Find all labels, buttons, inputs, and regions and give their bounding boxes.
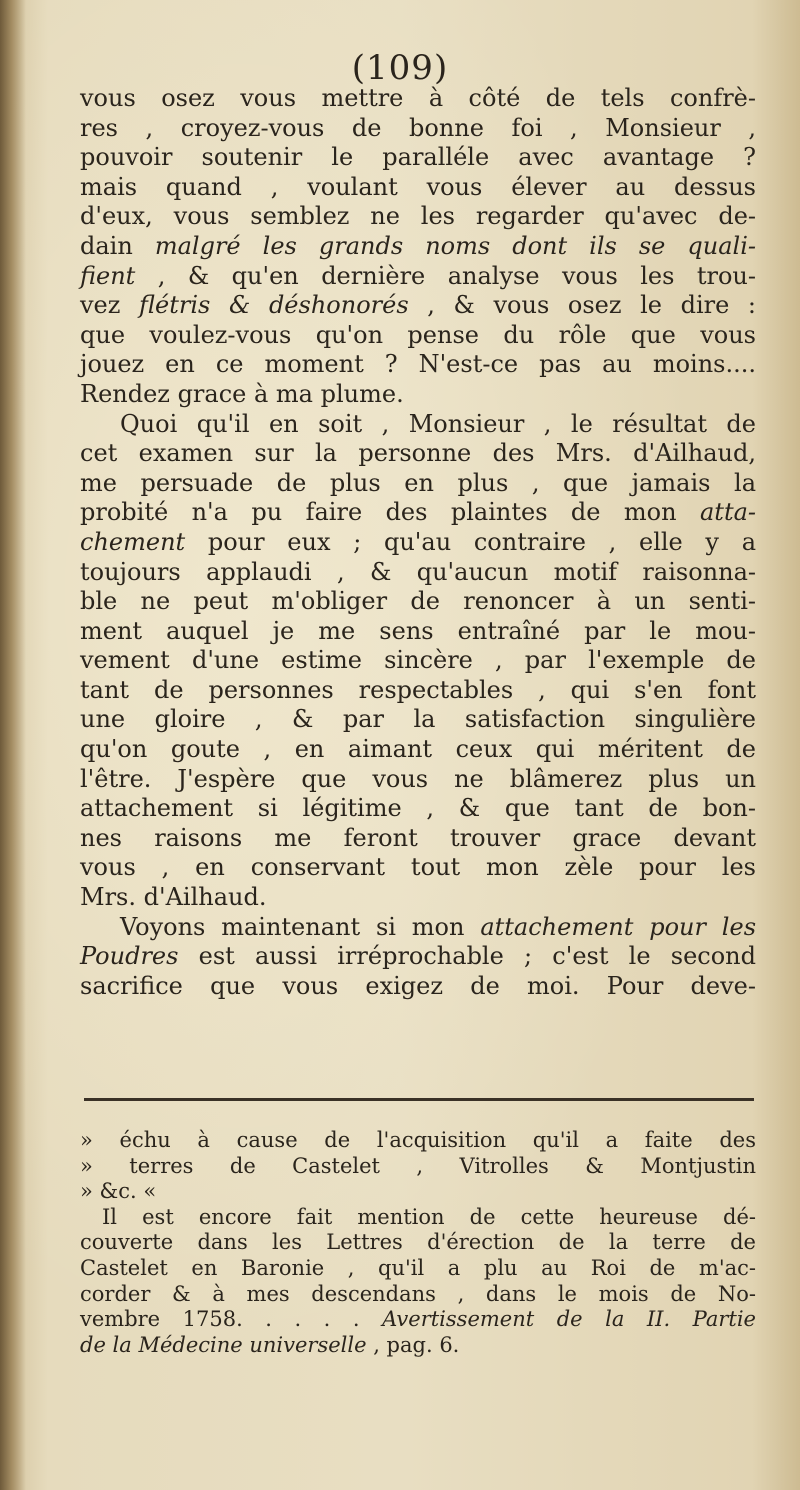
text-line [80, 262, 756, 292]
text-run: ble ne peut m'obliger de renoncer à un senti- [80, 587, 756, 616]
text-line [80, 469, 756, 499]
footnote-separator [84, 1098, 754, 1101]
text-run: couverte dans les Lettres d'érection de la terre de [80, 1230, 756, 1255]
italic-text: Avertissement de la II. Partie [382, 1307, 756, 1332]
text-line [80, 84, 756, 114]
text-run: ment auquel je me sens entraîné par le mou- [80, 616, 756, 645]
text-line [80, 173, 756, 203]
text-line [80, 705, 756, 735]
body-text [80, 84, 756, 1001]
text-line [80, 380, 756, 410]
text-run: » &c. « [80, 1179, 157, 1204]
text-run: corder & à mes descendans , dans le mois de No- [80, 1281, 756, 1306]
italic-text: flétris & déshonorés [139, 291, 409, 320]
text-line [80, 646, 756, 676]
text-line [80, 558, 756, 588]
italic-text: atta- [699, 498, 756, 527]
text-run: l'être. J'espère que vous ne blâmerez plus un [80, 764, 756, 793]
text-run: Mrs. d'Ailhaud. [80, 883, 267, 912]
text-run: vement d'une estime sincère , par l'exemple de [80, 646, 756, 675]
footnote-line [80, 1282, 756, 1308]
text-line [80, 735, 756, 765]
text-run: , & vous osez le dire : [408, 291, 756, 320]
italic-text: Poudres [80, 942, 179, 971]
text-run: pour eux ; qu'au contraire , elle y a [185, 527, 756, 556]
text-line [80, 350, 756, 380]
text-run: attachement si légitime , & que tant de bon- [80, 794, 756, 823]
text-run: res , croyez-vous de bonne foi , Monsieur , [80, 113, 756, 142]
text-line [80, 942, 756, 972]
text-run: vembre 1758. . . . . [80, 1307, 383, 1332]
italic-text: fient [80, 261, 136, 290]
text-run: dain [80, 231, 155, 260]
text-run: vous , en conservant tout mon zèle pour les [80, 853, 756, 882]
text-run: toujours applaudi , & qu'aucun motif raisonna- [80, 557, 756, 586]
page-number: (109) [351, 48, 449, 88]
text-run: Castelet en Baronie , qu'il a plu au Roi de m'ac- [80, 1255, 756, 1280]
footnote-line [80, 1179, 756, 1205]
italic-text: malgré les grands noms dont ils se quali- [154, 231, 756, 260]
text-line [80, 824, 756, 854]
text-run: tant de personnes respectables , qui s'en font [80, 675, 756, 704]
text-run: probité n'a pu faire des plaintes de mon [80, 498, 700, 527]
text-run: cet examen sur la personne des Mrs. d'Ailhaud, [80, 439, 756, 468]
text-run: nes raisons me feront trouver grace devant [80, 823, 756, 852]
footnote-line [80, 1256, 756, 1282]
footnote-line [80, 1307, 756, 1333]
footnote-line [80, 1128, 756, 1154]
text-run: vez [80, 291, 140, 320]
text-run: » échu à cause de l'acquisition qu'il a faite des [80, 1128, 756, 1152]
text-line [80, 410, 756, 440]
text-run: est aussi irréprochable ; c'est le second [178, 942, 756, 971]
book-gutter [0, 0, 26, 1490]
footnote-line [80, 1230, 756, 1256]
text-run: » terres de Castelet , Vitrolles & Montjustin [80, 1153, 756, 1178]
text-run: qu'on goute , en aimant ceux qui méritent de [80, 735, 756, 764]
text-line [80, 143, 756, 173]
text-line [80, 972, 756, 1002]
text-line [80, 913, 756, 943]
text-run: vous osez vous mettre à côté de tels confrè- [80, 84, 756, 112]
italic-text: attachement pour les [480, 912, 757, 941]
text-line [80, 202, 756, 232]
text-run: pouvoir soutenir le paralléle avec avantage ? [80, 143, 756, 172]
text-line [80, 883, 756, 913]
text-run: une gloire , & par la satisfaction singulière [80, 705, 756, 734]
text-run: jouez en ce moment ? N'est-ce pas au moins.... [80, 350, 756, 379]
text-line [80, 321, 756, 351]
text-run: que voulez-vous qu'on pense du rôle que vous [80, 320, 756, 349]
text-run: me persuade de plus en plus , que jamais la [80, 468, 756, 497]
text-line [80, 853, 756, 883]
text-line [80, 794, 756, 824]
footnote-line [80, 1333, 756, 1359]
text-line [80, 765, 756, 795]
text-run: , pag. 6. [366, 1332, 460, 1357]
text-line [80, 617, 756, 647]
text-run: mais quand , voulant vous élever au dessus [80, 172, 756, 201]
text-line [80, 232, 756, 262]
text-run: Quoi qu'il en soit , Monsieur , le résultat de [120, 409, 756, 438]
footnote-text [80, 1128, 756, 1358]
text-line [80, 498, 756, 528]
text-line [80, 114, 756, 144]
text-run: , & qu'en dernière analyse vous les trou- [135, 261, 756, 290]
text-run: d'eux, vous semblez ne les regarder qu'avec de- [80, 202, 756, 231]
text-line [80, 587, 756, 617]
text-line [80, 676, 756, 706]
italic-text: de la Médecine universelle [80, 1332, 367, 1357]
text-run: Il est encore fait mention de cette heureuse dé- [102, 1204, 756, 1229]
text-run: Rendez grace à ma plume. [80, 379, 404, 408]
text-line [80, 291, 756, 321]
text-run: sacrifice que vous exigez de moi. Pour deve- [80, 971, 756, 1000]
text-line [80, 439, 756, 469]
italic-text: chement [80, 527, 186, 556]
footnote-line [80, 1205, 756, 1231]
text-line [80, 528, 756, 558]
footnote-line [80, 1154, 756, 1180]
text-run: Voyons maintenant si mon [120, 912, 481, 941]
